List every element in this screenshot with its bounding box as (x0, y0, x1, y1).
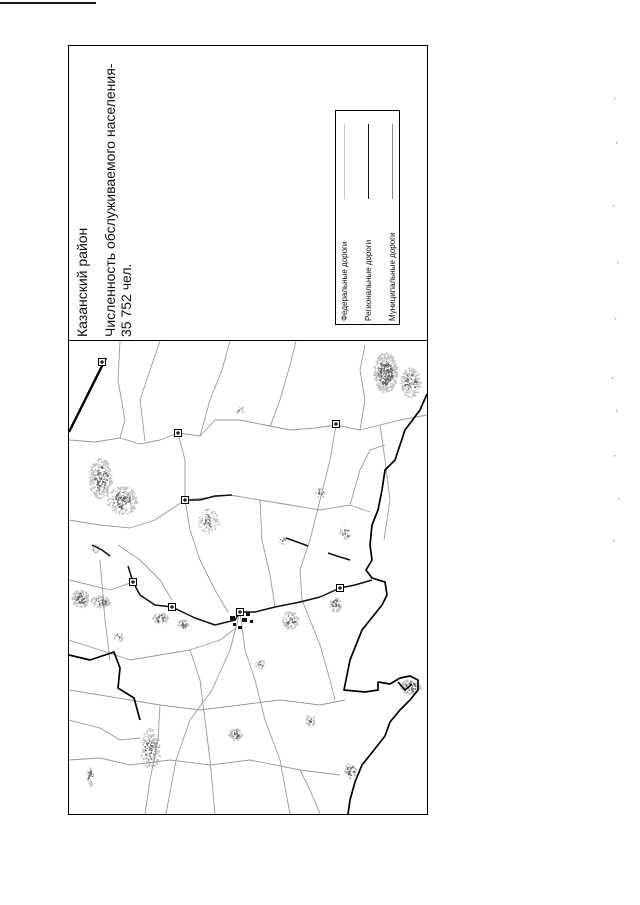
rotated-header (69, 46, 427, 340)
header-divider (69, 340, 427, 341)
population-value: 35 752 чел. (118, 263, 134, 337)
scan-speck (614, 455, 615, 456)
population-label: Численность обслуживаемого населения- (102, 63, 118, 337)
regional-road-swatch (368, 124, 369, 199)
federal-road-swatch (344, 124, 345, 199)
scan-speck (614, 98, 615, 99)
legend-item-federal (339, 111, 351, 324)
map-legend (335, 110, 400, 325)
legend-label: Региональные дороги (364, 239, 373, 321)
district-title: Казанский район (74, 227, 90, 337)
scan-speck (615, 318, 616, 319)
scan-specks (612, 98, 619, 541)
scan-speck (612, 377, 613, 378)
scan-speck (617, 262, 618, 263)
scan-speck (616, 142, 617, 143)
legend-label: Муниципальные дороги (388, 232, 397, 321)
legend-label: Федеральные дороги (340, 241, 349, 321)
scan-speck (613, 540, 614, 541)
scan-speck (613, 205, 614, 206)
municipal-road-swatch (392, 124, 393, 199)
legend-item-municipal (387, 111, 399, 324)
scan-speck (616, 410, 617, 411)
map-sheet-frame (68, 45, 428, 815)
legend-item-regional (363, 111, 375, 324)
scan-speck (618, 498, 619, 499)
